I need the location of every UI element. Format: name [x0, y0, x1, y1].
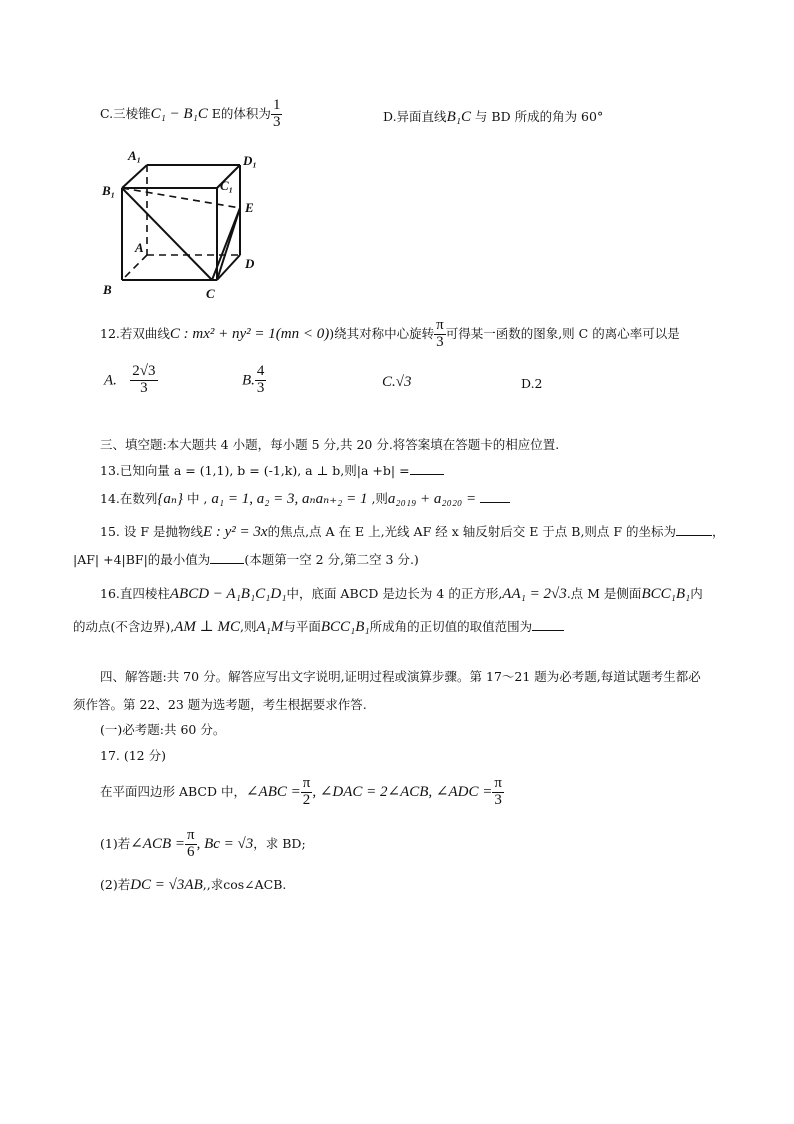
section4-line1: 四、解答题:共 70 分。解答应写出文字说明,证明过程或演算步骤。第 17～21 题为必考题,每道试题考生都必: [100, 669, 701, 684]
q12-option-b: B. $\frac{4}{3}$: [242, 363, 265, 396]
q15-line2: |AF| +4|BF|的最小值为 (本题第一空 2 分,第二空 3 分.): [73, 552, 419, 567]
fraction: $\frac{\pi}{3}$: [494, 775, 502, 808]
q14: 14.在数列{aₙ} 中 , a₁ = 1, a₂ = 3, aₙaₙ₊₂ = 1 ,则a₂₀₁₉ + a₂₀₂₀ =: [100, 490, 510, 510]
label-d1: D₁: [243, 153, 257, 168]
label-c1: C₁: [220, 178, 234, 193]
q12-option-a: A. $\frac{2√3}{3}$: [104, 363, 156, 396]
label-a: A: [135, 240, 144, 255]
answer-blank: [532, 630, 564, 631]
fraction: $\frac{\pi}{2}$: [302, 775, 311, 808]
q17-stem: 在平面四边形 ABCD 中，∠ABC = $\frac{\pi}{2}$ , ∠DAC = 2∠ACB, ∠ADC = $\frac{\pi}{3}$: [100, 775, 502, 808]
q11-option-d: D.异面直线B₁C 与 BD 所成的角为 60°: [383, 109, 604, 125]
q13: 13.已知向量 a = (1,1), b = (-1,k), a ⊥ b,则|a +b| =: [100, 463, 444, 479]
q11-option-c: C.三棱锥C₁ − B₁C E的体积为 $\frac{1}{3}$: [100, 97, 281, 130]
answer-blank: [480, 502, 510, 503]
q16-line1: 16.直四棱柱ABCD − A₁B₁C₁D₁中，底面 ABCD 是边长为 4 的正方形,AA₁ = 2√3.点 M 是侧面BCC₁B₁内: [100, 586, 703, 602]
q16-line2: 的动点(不含边界),AM ⊥ MC,则A₁M与平面BCC₁B₁所成角的正切值的取值范围为: [73, 618, 564, 638]
fraction: $\frac{\pi}{6}$: [187, 827, 195, 860]
cube-figure: [95, 140, 275, 305]
label-e: E: [245, 200, 254, 215]
section3-heading: 三、填空题:本大题共 4 小题，每小题 5 分,共 20 分.将答案填在答题卡的相应位置.: [100, 437, 560, 452]
q17-part1: (1)若∠ACB = $\frac{\pi}{6}$ , Bc = √3，求 BD;: [100, 827, 306, 860]
answer-blank: [676, 535, 712, 536]
label-b1: B₁: [102, 183, 116, 198]
q12-option-d: D.2: [521, 376, 543, 391]
q17-title: 17. (12 分): [100, 748, 166, 763]
section4-line2: 须作答。第 22、23 题为选考题，考生根据要求作答.: [73, 697, 367, 712]
label-c: C: [206, 286, 215, 301]
fraction: $\frac{\pi}{3}$: [436, 317, 444, 350]
answer-blank: [210, 563, 244, 564]
label-a1: A₁: [128, 148, 142, 163]
q15-line1: 15. 设 F 是抛物线E : y² = 3x的焦点,点 A 在 E 上,光线 AF 经 x 轴反射后交 E 于点 B,则点 F 的坐标为 ，: [100, 524, 725, 540]
answer-blank: [410, 474, 444, 475]
fraction: $\frac{1}{3}$: [272, 97, 281, 130]
q12-option-c: C.√3: [382, 374, 412, 390]
q12-stem: 12.若双曲线C : mx² + ny² = 1(mn < 0))绕其对称中心旋转 $\frac{\pi}{3}$ 可得某一函数的图象,则 C 的离心率可以是: [100, 317, 680, 350]
label-d: D: [245, 256, 255, 271]
label-b: B: [103, 282, 112, 297]
section4-sub: (一)必考题:共 60 分。: [100, 722, 226, 737]
q17-part2: (2)若DC = √3AB,,求cos∠ACB.: [100, 877, 287, 893]
